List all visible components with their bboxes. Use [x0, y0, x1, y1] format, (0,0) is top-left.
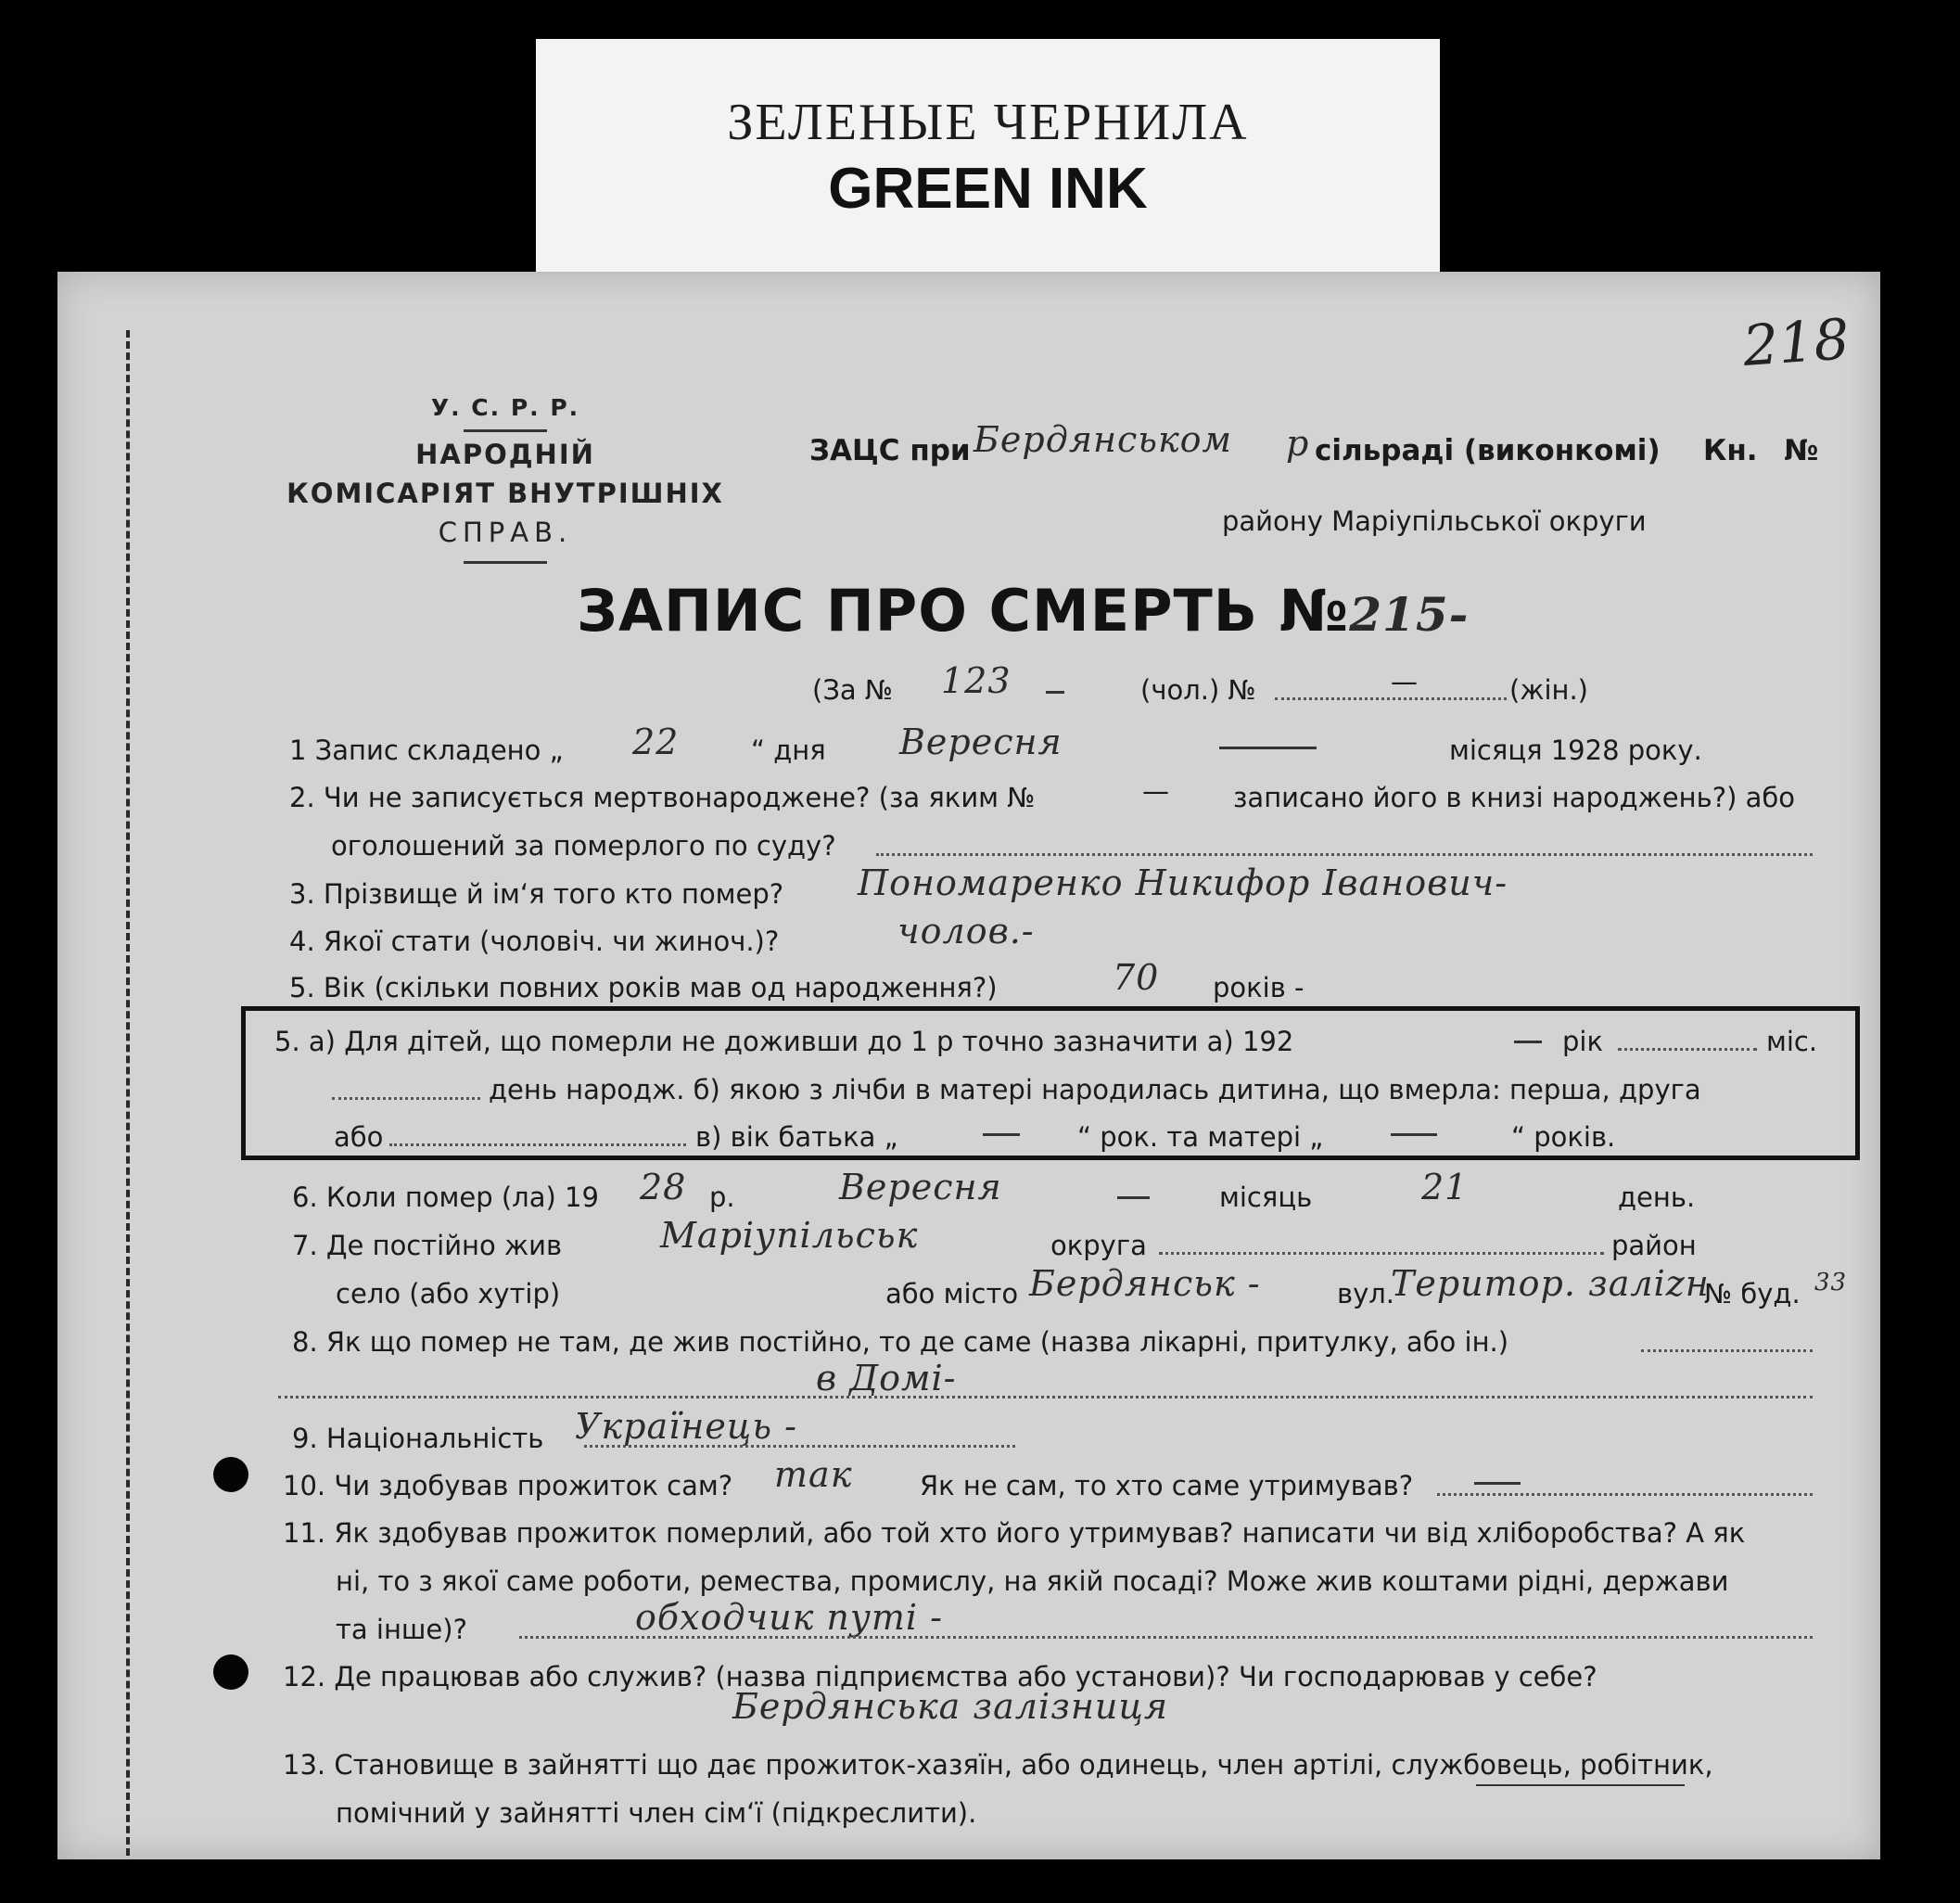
field-3-name: Пономаренко Никифор Іванович- — [858, 862, 1508, 903]
field-6-den: день. — [1618, 1181, 1696, 1213]
dash — [1474, 1482, 1521, 1485]
field-6-label: 6. Коли помер (ла) 19 — [292, 1181, 599, 1213]
field-1-tail: місяця 1928 року. — [1449, 734, 1702, 766]
field-7-city: Бердянськ - — [1029, 1263, 1261, 1304]
dotted-line — [332, 1097, 480, 1100]
dotted-line — [1641, 1349, 1813, 1352]
field-9-nationality: Українець - — [575, 1406, 797, 1447]
field-2-tail: записано його в книзі народжень?) або — [1233, 782, 1796, 813]
dotted-line — [1275, 697, 1507, 700]
field-5a-line2: день народж. б) якою з лічби в матері народилась дитина, що вмерла: перша, друга — [489, 1074, 1701, 1105]
dotted-line — [1437, 1493, 1813, 1496]
ministry-line-3: СПРАВ. — [438, 517, 573, 548]
district-line: району Маріупільської округи — [1222, 505, 1647, 537]
dash — [1514, 1041, 1542, 1043]
dash — [1046, 691, 1064, 694]
dash — [1219, 747, 1317, 749]
field-1-label: 1 Запис складено „ — [289, 734, 564, 766]
field-13-line2: помічний у зайнятті член сім‘ї (підкреслити). — [336, 1797, 977, 1829]
field-11-occupation: обходчик путі - — [635, 1597, 943, 1638]
zags-strike: р — [1286, 423, 1310, 464]
field-7-okruga-value: Маріупільськ — [660, 1215, 919, 1256]
dotted-line — [876, 853, 1813, 856]
zags-handwritten: Бердянськом — [974, 419, 1233, 460]
perforation-edge — [126, 330, 130, 1856]
green-ink-label-card — [536, 39, 1440, 285]
field-3-label: 3. Прізвище й ім‘я того кто помер? — [289, 878, 784, 910]
field-7-label: 7. Де постійно жив — [292, 1230, 563, 1261]
dotted-line — [584, 1445, 1015, 1448]
female-record-no: — — [1391, 666, 1418, 697]
field-6-day: 21 — [1421, 1167, 1469, 1207]
subtitle-prefix: (За № — [812, 674, 894, 706]
female-label: (жін.) — [1509, 674, 1588, 706]
zags-prefix: ЗАЦС при — [809, 434, 971, 467]
field-8-label: 8. Як що помер не там, де жив постійно, то де саме (назва лікарні, притулку, або ін.) — [292, 1326, 1509, 1358]
field-7-selo: село (або хутір) — [336, 1278, 561, 1309]
field-11-line2: ні, то з якої саме роботи, ремества, промислу, на якій посаді? Може жив коштами рідні, держави — [336, 1565, 1729, 1597]
field-5-age: 70 — [1113, 957, 1160, 998]
punch-hole — [213, 1457, 248, 1492]
field-7-bud: № буд. — [1704, 1278, 1801, 1309]
dotted-line — [1618, 1048, 1757, 1051]
field-10-value: так — [774, 1454, 853, 1495]
field-8-place: в Домі- — [816, 1358, 957, 1399]
field-7-vul: вул. — [1337, 1278, 1395, 1309]
field-12-workplace: Бердянська залізниця — [732, 1686, 1169, 1727]
dotted-line — [519, 1636, 1813, 1639]
field-5a-line3-a: або — [334, 1121, 384, 1153]
field-4-label: 4. Якої стати (чоловіч. чи жиноч.)? — [289, 926, 780, 957]
field-12-label: 12. Де працював або служив? (назва підприємства або установи)? Чи господарював у себе? — [283, 1661, 1597, 1692]
field-11-line1: 11. Як здобував прожиток померлий, або той хто його утримував? написати чи від хліборобства? А як — [283, 1517, 1746, 1549]
field-6-year: 28 — [640, 1167, 687, 1207]
male-record-no: 123 — [941, 660, 1012, 701]
field-6-r: р. — [709, 1181, 735, 1213]
field-7-misto: або місто — [885, 1278, 1019, 1309]
book-label: Кн. — [1703, 434, 1758, 467]
field-5a-line3-d: “ років. — [1511, 1121, 1616, 1153]
title-text: ЗАПИС ПРО СМЕРТЬ № — [577, 577, 1350, 645]
field-1-month: Вересня — [899, 722, 1063, 762]
field-5-tail: років - — [1213, 972, 1305, 1003]
field-7-house: 33 — [1814, 1269, 1848, 1296]
field-1-mid: “ дня — [751, 734, 826, 766]
record-number: 215- — [1349, 587, 1470, 642]
field-7-okruga: округа — [1050, 1230, 1147, 1261]
form-title — [577, 577, 1469, 645]
page-number: 218 — [1740, 307, 1852, 379]
zags-suffix: сільраді (виконкомі) — [1315, 434, 1661, 467]
underline-sluzhbovets — [1476, 1784, 1685, 1786]
country-abbrev: У. С. Р. Р. — [430, 394, 580, 421]
field-1-day: 22 — [632, 722, 680, 762]
field-9-label: 9. Національність — [292, 1423, 544, 1454]
header-rule — [464, 429, 547, 432]
label-en-text: GREEN INK — [828, 157, 1148, 221]
dash — [1117, 1196, 1150, 1199]
field-10-label: 10. Чи здобував прожиток сам? — [283, 1470, 733, 1501]
ministry-line-2: КОМІСАРІЯТ ВНУТРІШНІХ — [286, 478, 724, 509]
field-11-line3: та інше)? — [336, 1614, 467, 1645]
field-5a-line3-c: “ рок. та матері „ — [1077, 1121, 1324, 1153]
dotted-line — [389, 1143, 686, 1146]
field-13-line1: 13. Становище в зайнятті що дає прожиток-хазяїн, або одинець, член артілі, службовець, робітник, — [283, 1749, 1713, 1781]
field-2-value: — — [1142, 775, 1169, 807]
number-label: № — [1784, 434, 1819, 467]
field-7-street: Територ. заліzн — [1391, 1263, 1710, 1304]
dash — [1391, 1133, 1437, 1136]
field-10-tail: Як не сам, то хто саме утримував? — [920, 1470, 1414, 1501]
field-5a-mis: міс. — [1766, 1026, 1818, 1057]
punch-hole — [213, 1654, 248, 1690]
field-2-label: 2. Чи не записується мертвонароджене? (за яким № — [289, 782, 1036, 813]
dotted-line — [1159, 1252, 1604, 1255]
header-rule — [464, 561, 547, 564]
ministry-line-1: НАРОДНІЙ — [415, 439, 595, 470]
male-label: (чол.) № — [1140, 674, 1256, 706]
field-7-raion: район — [1611, 1230, 1697, 1261]
field-5-label: 5. Вік (скільки повних років мав од народження?) — [289, 972, 998, 1003]
label-ru-text: ЗЕЛЕНЫЕ ЧЕРНИЛА — [727, 94, 1249, 151]
field-5a-line1: 5. а) Для дітей, що померли не доживши до 1 р точно зазначити а) 192 — [274, 1026, 1294, 1057]
field-6-month: Вересня — [839, 1167, 1002, 1207]
field-5a-rik: рік — [1562, 1026, 1603, 1057]
field-6-mis: місяць — [1219, 1181, 1313, 1213]
field-5a-line3-b: в) вік батька „ — [695, 1121, 898, 1153]
dash — [983, 1133, 1020, 1136]
field-4-sex: чолов.- — [897, 911, 1035, 952]
field-2-line2: оголошений за померлого по суду? — [331, 830, 836, 862]
dotted-line — [278, 1396, 1813, 1399]
